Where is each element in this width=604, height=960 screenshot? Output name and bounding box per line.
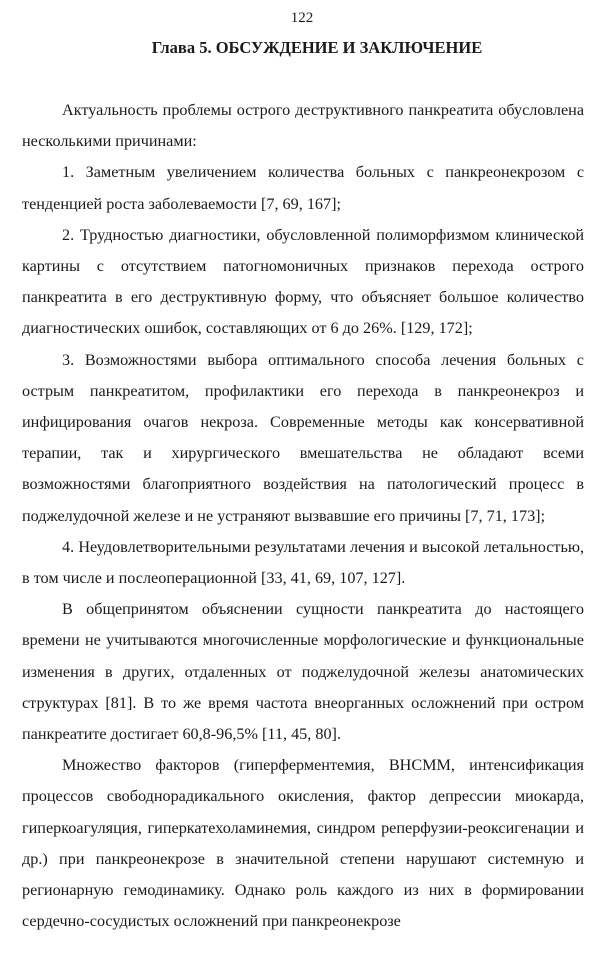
body-text — [22, 95, 584, 937]
paragraph-item-1: 1. Заметным увеличением количества больных с панкреонекрозом с тенденцией роста заболеваемости [7, 69, 167]; — [22, 163, 584, 213]
paragraph-item-4: 4. Неудовлетворительными результатами лечения и высокой летальностью, в том числе и послеоперационной [33, 41, 69, 107, 127]. — [22, 537, 584, 588]
chapter-title: Глава 5. ОБСУЖДЕНИЕ И ЗАКЛЮЧЕНИЕ — [151, 38, 483, 57]
paragraph-item-2: 2. Трудностью диагностики, обусловленной полиморфизмом клинической картины с отсутствием патогномоничных признаков перехода острого панкреатита в его деструктивную форму, что объясняет большое количество диагностических ошибок, составляющих от 6 до 26%. [129, 172]; — [22, 225, 584, 338]
page-number: 122 — [290, 10, 314, 26]
paragraph-intro: Актуальность проблемы острого деструктивного панкреатита обусловлена несколькими причинами: — [22, 101, 584, 151]
paragraph-discussion: В общепринятом объяснении сущности панкреатита до настоящего времени не учитываются многочисленные морфологические и функциональные изменения в других, отдаленных от поджелудочной железы анатомических структурах [81]. В то же время частота внеорганных осложнений при остром панкреатите достигает 60,8-96,5% [11, 45, 80]. — [22, 600, 584, 744]
paragraph-item-3: 3. Возможностями выбора оптимального способа лечения больных с острым панкреатитом, профилактики его перехода в панкреонекроз и инфицирования очагов некроза. Современные методы как консервативной терапии, так и хирургического вмешательства не обладают всеми возможностями благоприятного воздействия на патологический процесс в поджелудочной железе и не устраняют вызвавшие его причины [7, 71, 173]; — [22, 350, 584, 525]
paragraph-factors: Множество факторов (гиперферментемия, ВНСММ, интенсификация процессов свободнорадикального окисления, фактор депрессии миокарда, гиперкоагуляция, гиперкатехоламинемия, синдром реперфузии-реоксигенации и др.) при панкреонекрозе в значительной степени нарушают системную и регионарную гемодинамику. Однако роль каждого из них в формировании сердечно-сосудистых осложнений при панкреонекрозе — [22, 756, 584, 931]
